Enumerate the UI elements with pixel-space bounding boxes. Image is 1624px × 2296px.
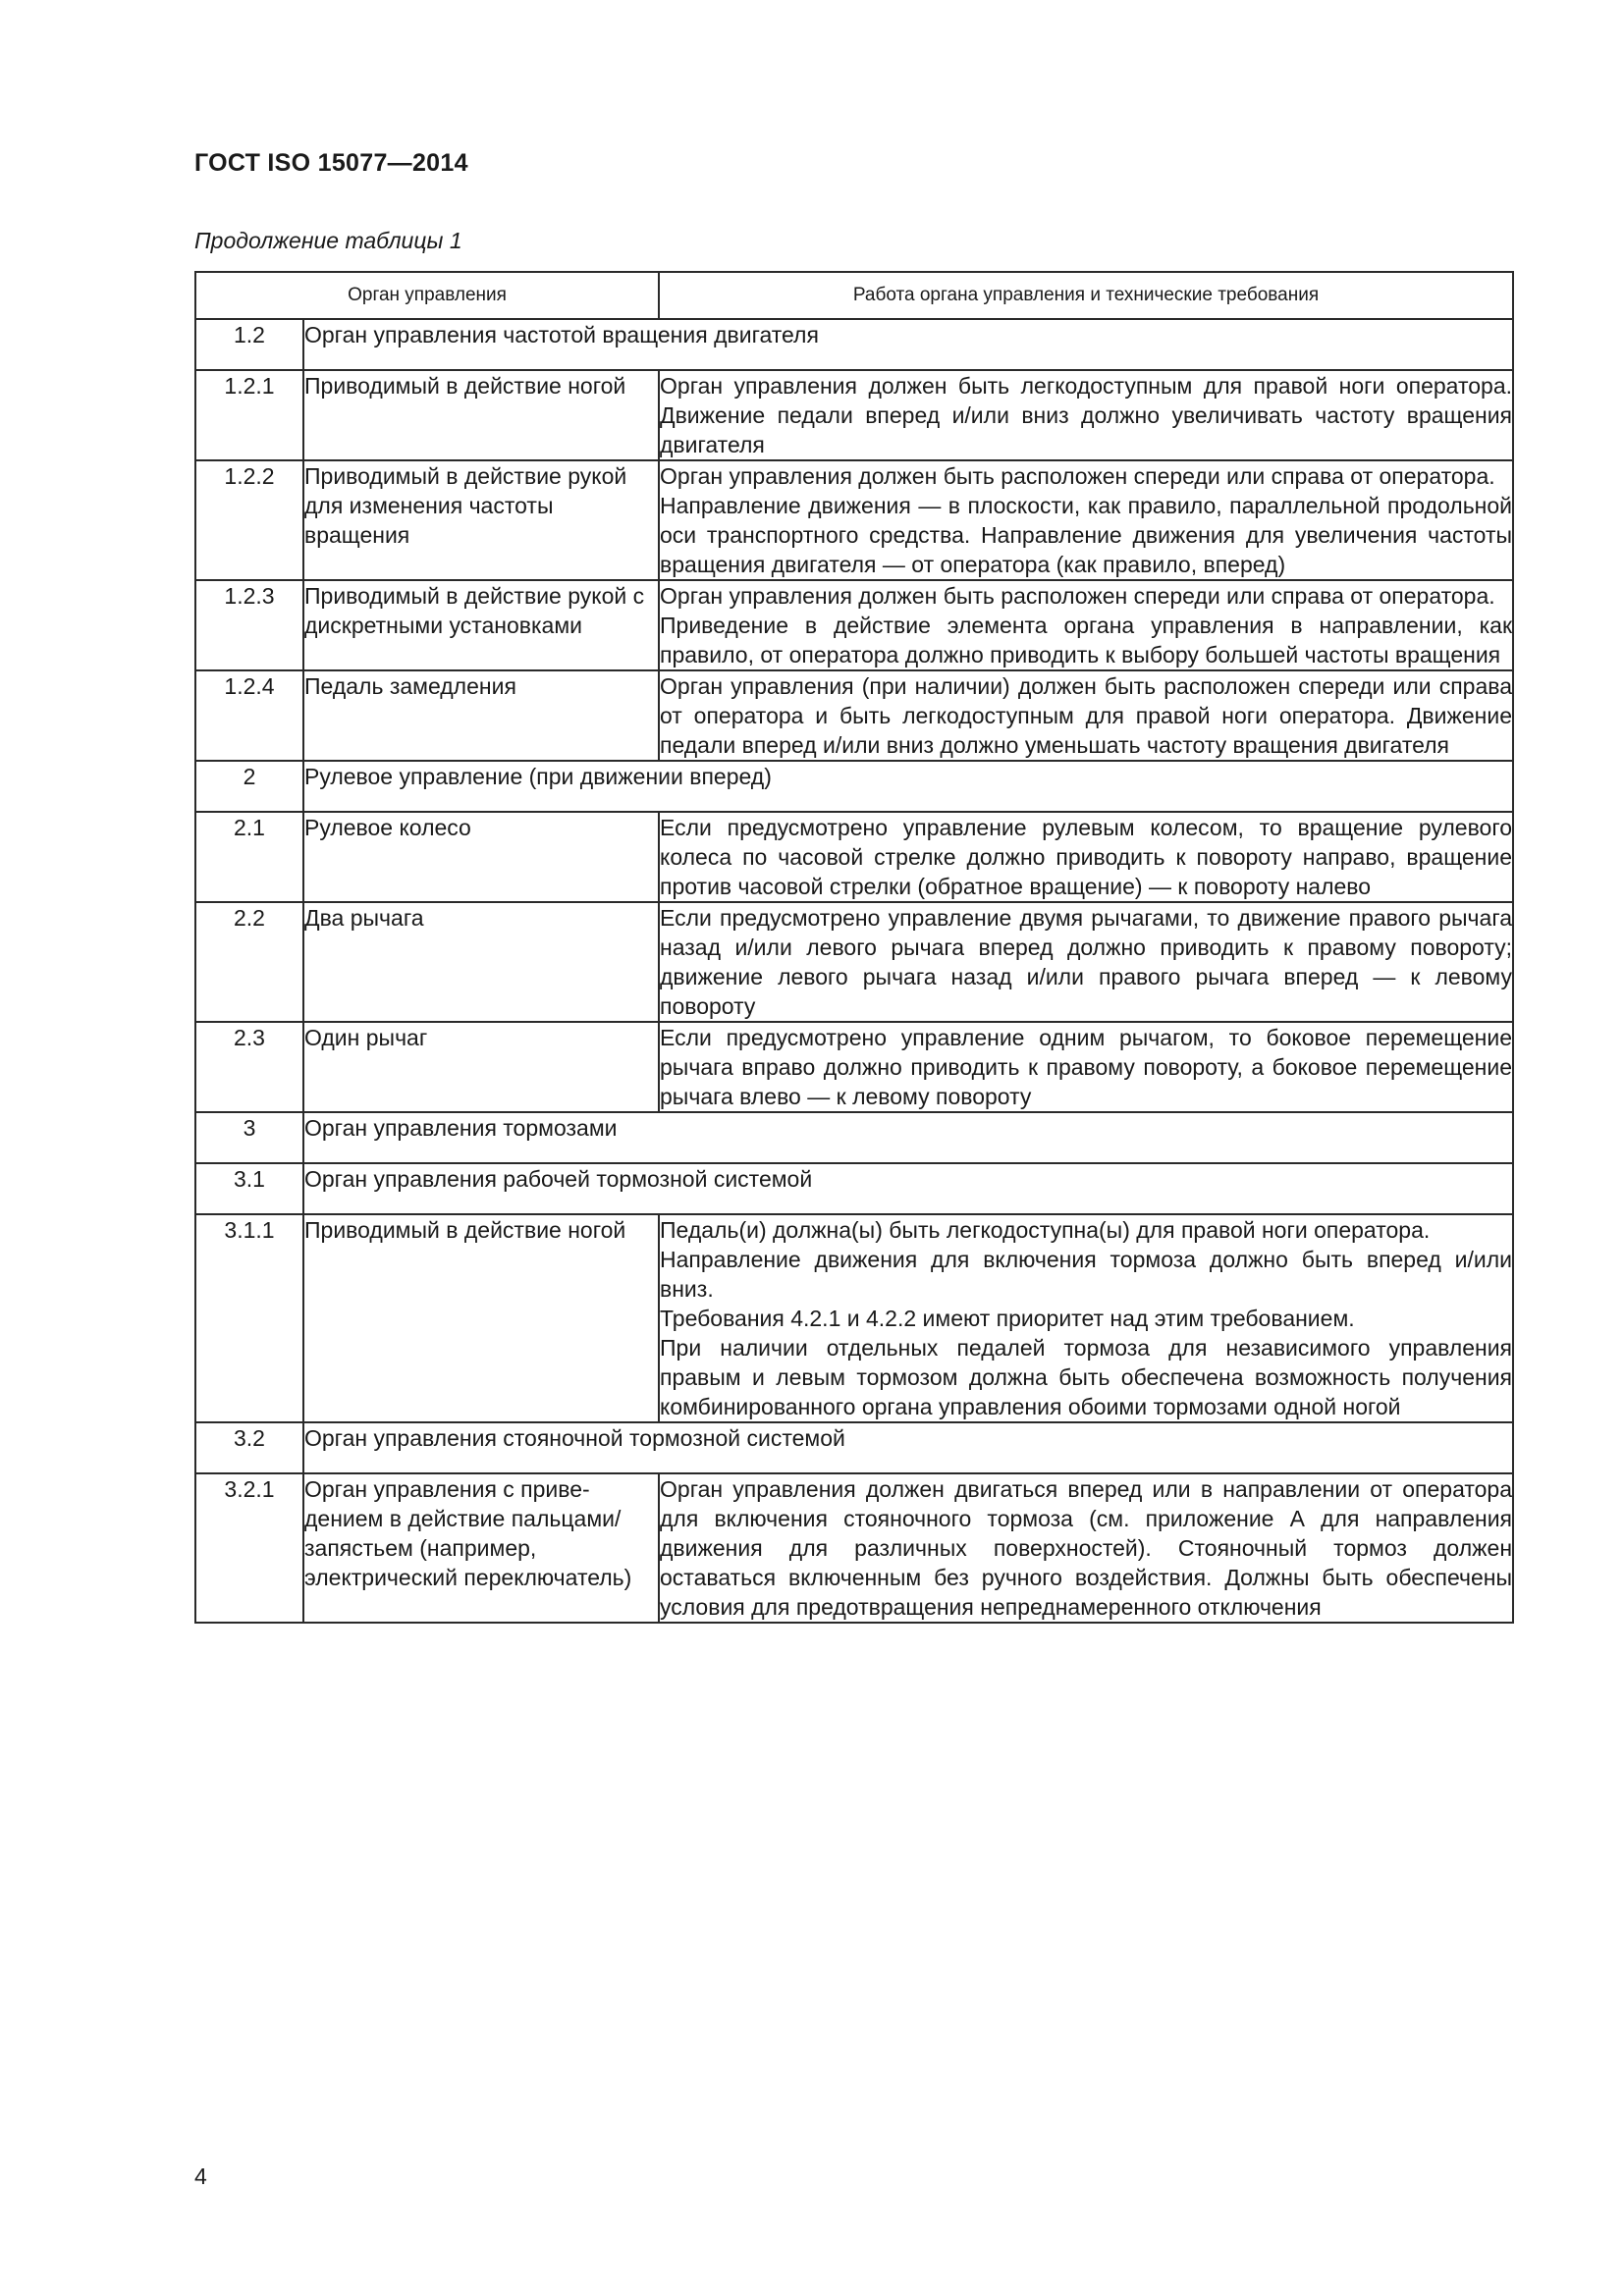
requirement-cell bbox=[659, 1473, 1513, 1623]
requirement-cell bbox=[659, 670, 1513, 761]
requirement-text: Орган управления должен быть легкодоступным для правой ноги оператора. Движение педали вперед и/или вниз должно увеличивать частоту вращения двигателя bbox=[660, 373, 1513, 457]
row-number: 3.1 bbox=[195, 1163, 303, 1214]
row-number: 2.2 bbox=[195, 902, 303, 1022]
row-number: 1.2.4 bbox=[195, 670, 303, 761]
section-row bbox=[195, 1422, 1513, 1473]
section-row bbox=[195, 319, 1513, 370]
requirement-cell bbox=[659, 902, 1513, 1022]
table-row bbox=[195, 902, 1513, 1022]
control-name: Один рычаг bbox=[303, 1022, 659, 1112]
page-number: 4 bbox=[194, 2163, 207, 2189]
table-header-row bbox=[195, 272, 1513, 319]
row-number: 3.2 bbox=[195, 1422, 303, 1473]
row-number: 3.1.1 bbox=[195, 1214, 303, 1422]
row-number: 3 bbox=[195, 1112, 303, 1163]
requirement-text: Орган управления должен быть расположен спереди или справа от оператора. bbox=[660, 463, 1495, 489]
requirement-text: При наличии отдельных педалей тормоза для независимого управления правым и левым тормозом должна быть обеспечена возможность получения комбинированного органа управления обоими тормозами одной ногой bbox=[660, 1335, 1513, 1419]
table-row bbox=[195, 1022, 1513, 1112]
requirement-cell bbox=[659, 812, 1513, 902]
column-header-requirements: Работа органа управления и технические требования bbox=[659, 272, 1513, 319]
requirement-text: Если предусмотрено управление рулевым колесом, то вращение рулевого колеса по часовой стрелке должно приводить к повороту направо, вращение против часовой стрелки (обратное вращение) — к повороту налево bbox=[660, 815, 1513, 899]
section-row bbox=[195, 1112, 1513, 1163]
requirement-text: Если предусмотрено управление одним рычагом, то боковое перемещение рычага вправо должно приводить к правому повороту, а боковое перемещение рычага влево — к левому повороту bbox=[660, 1025, 1513, 1109]
document-header: ГОСТ ISO 15077—2014 bbox=[194, 149, 468, 177]
control-name: Приводимый в действие рукой с дискретными установками bbox=[303, 580, 659, 670]
control-name: Приводимый в действие ногой bbox=[303, 1214, 659, 1422]
row-number: 1.2.1 bbox=[195, 370, 303, 460]
table-row bbox=[195, 812, 1513, 902]
section-title: Орган управления тормозами bbox=[303, 1112, 1513, 1163]
table-row bbox=[195, 460, 1513, 580]
requirement-cell bbox=[659, 460, 1513, 580]
control-name: Педаль замедления bbox=[303, 670, 659, 761]
requirement-cell bbox=[659, 370, 1513, 460]
row-number: 2.3 bbox=[195, 1022, 303, 1112]
control-name: Рулевое колесо bbox=[303, 812, 659, 902]
section-title: Орган управления частотой вращения двигателя bbox=[303, 319, 1513, 370]
control-name: Приводимый в действие ногой bbox=[303, 370, 659, 460]
section-row bbox=[195, 1163, 1513, 1214]
section-title: Орган управления рабочей тормозной системой bbox=[303, 1163, 1513, 1214]
requirement-text: Орган управления должен двигаться вперед или в направлении от оператора для включения стояночного тормоза (см. приложение А для направления движения для различных поверхностей). Стояночный тормоз должен оставаться включенным без ручного воздействия. Должны быть обеспечены условия для предотвращения непреднамеренного отключения bbox=[660, 1476, 1513, 1620]
row-number: 2.1 bbox=[195, 812, 303, 902]
section-title: Рулевое управление (при движении вперед) bbox=[303, 761, 1513, 812]
requirement-text: Требования 4.2.1 и 4.2.2 имеют приоритет над этим требованием. bbox=[660, 1306, 1355, 1331]
table-caption: Продолжение таблицы 1 bbox=[194, 228, 462, 253]
control-name: Приводимый в действие рукой для изменения частоты вращения bbox=[303, 460, 659, 580]
requirement-text: Орган управления должен быть расположен спереди или справа от оператора. bbox=[660, 583, 1495, 609]
table-row bbox=[195, 370, 1513, 460]
requirement-text: Если предусмотрено управление двумя рычагами, то движение правого рычага назад и/или левого рычага вперед должно приводить к правому повороту; движение левого рычага назад и/или правого рычага вперед — к левому повороту bbox=[660, 905, 1513, 1019]
table-row bbox=[195, 1214, 1513, 1422]
requirement-cell bbox=[659, 1022, 1513, 1112]
requirement-cell bbox=[659, 580, 1513, 670]
table-row bbox=[195, 670, 1513, 761]
requirement-text: Педаль(и) должна(ы) быть легкодоступна(ы) для правой ноги оператора. bbox=[660, 1217, 1431, 1243]
row-number: 3.2.1 bbox=[195, 1473, 303, 1623]
requirement-cell bbox=[659, 1214, 1513, 1422]
section-row bbox=[195, 761, 1513, 812]
row-number: 1.2 bbox=[195, 319, 303, 370]
row-number: 1.2.2 bbox=[195, 460, 303, 580]
section-title: Орган управления стояночной тормозной системой bbox=[303, 1422, 1513, 1473]
column-header-control: Орган управления bbox=[195, 272, 659, 319]
control-name: Два рычага bbox=[303, 902, 659, 1022]
requirement-text: Приведение в действие элемента органа управления в направлении, как правило, от оператора должно приводить к выбору большей частоты вращения bbox=[660, 613, 1513, 667]
row-number: 1.2.3 bbox=[195, 580, 303, 670]
table-body bbox=[195, 319, 1513, 1623]
table-row bbox=[195, 1473, 1513, 1623]
requirement-text: Направление движения — в плоскости, как правило, параллельной продольной оси транспортного средства. Направление движения для увеличения частоты вращения двигателя — от оператора (как правило, вперед) bbox=[660, 493, 1513, 577]
requirement-text: Орган управления (при наличии) должен быть расположен спереди или справа от оператора и быть легкодоступным для правой ноги оператора. Движение педали вперед и/или вниз должно уменьшать частоту вращения двигателя bbox=[660, 673, 1513, 758]
requirement-text: Направление движения для включения тормоза должно быть вперед и/или вниз. bbox=[660, 1247, 1513, 1302]
table-row bbox=[195, 580, 1513, 670]
control-name: Орган управления с приведением в действие пальцами/запястьем (например, электрический переключатель) bbox=[303, 1473, 659, 1623]
row-number: 2 bbox=[195, 761, 303, 812]
requirements-table bbox=[194, 271, 1514, 1624]
